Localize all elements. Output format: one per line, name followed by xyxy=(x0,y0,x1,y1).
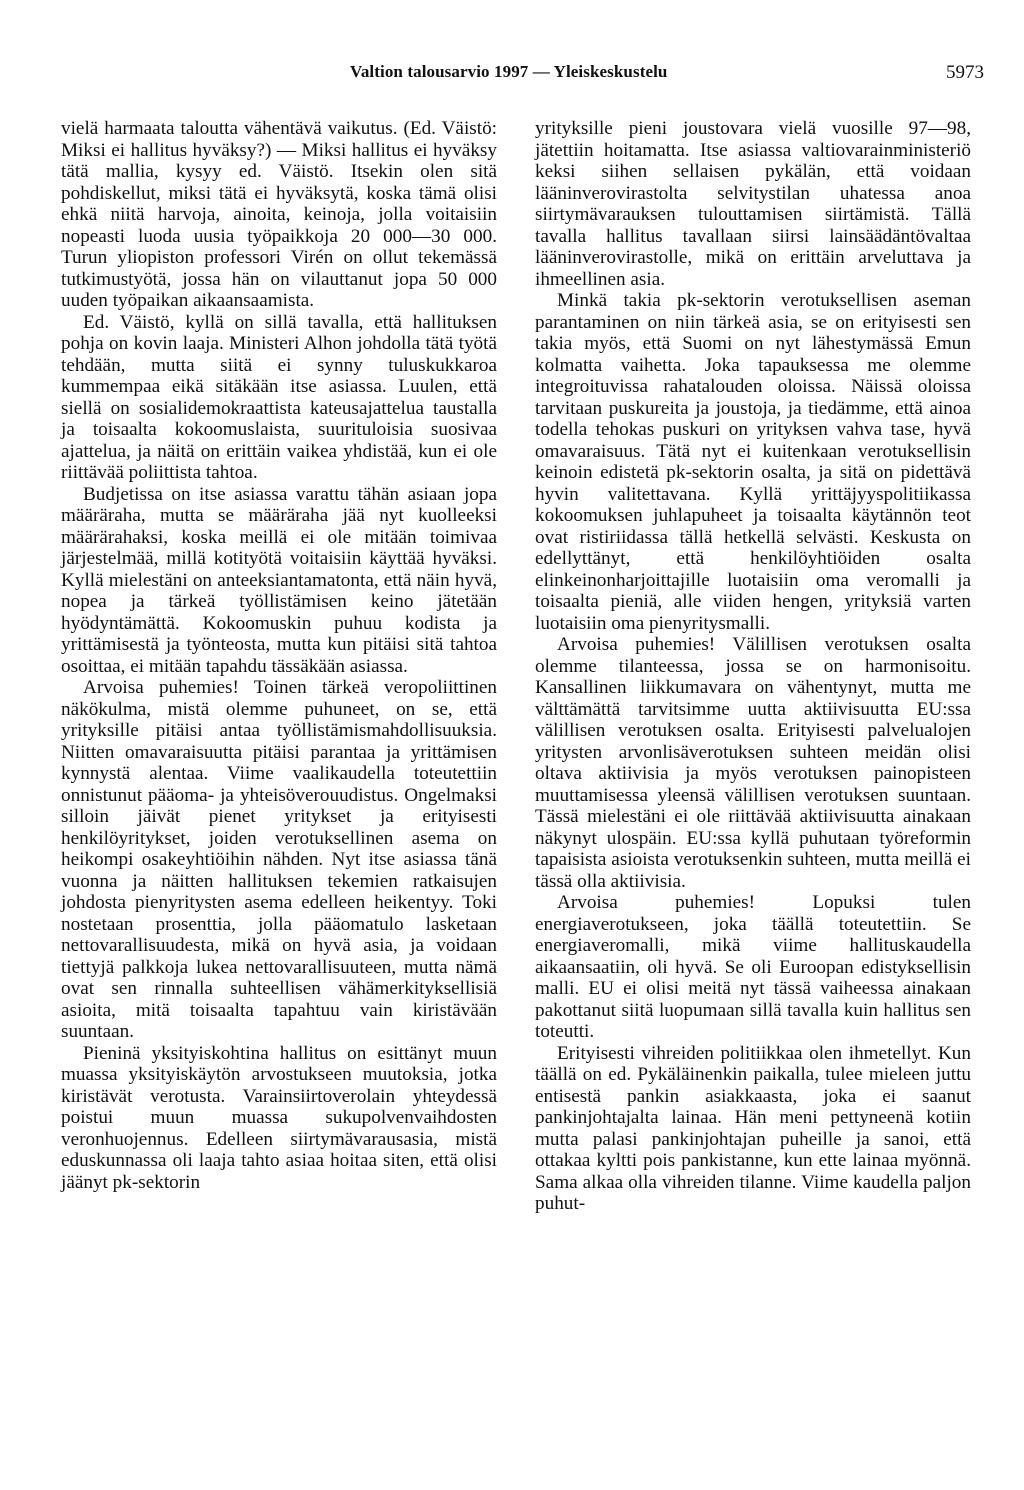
running-title: Valtion talousarvio 1997 — Yleiskeskustelu xyxy=(350,62,668,81)
left-column xyxy=(61,118,497,1193)
paragraph: yrityksille pieni joustovara vielä vuosille 97—98, jätettiin hoitamatta. Itse asiassa valtiovarainministeriö keksi siihen sellaisen pykälän, että voidaan lääninverovirastolta selvitystilan uhatessa anoa siirtymävarauksen tulouttamisen siirtämistä. Tällä tavalla hallitus tavallaan siirsi lainsäädäntövaltaa lääninverovirastolle, mikä on erittäin arveluttava ja ihmeellinen asia. xyxy=(535,118,971,290)
page-header xyxy=(0,62,1024,88)
paragraph: Budjetissa on itse asiassa varattu tähän asiaan jopa määräraha, mutta se määräraha jää nyt kuolleeksi määrärahaksi, koska meillä ei ole mitään toimivaa järjestelmää, millä kotityötä voitaisiin käyttää hyväksi. Kyllä mielestäni on anteeksiantamatonta, että näin hyvä, nopea ja tärkeä työllistämisen keino jätetään hyödyntämättä. Kokoomuskin puhuu kodista ja yrittämisestä ja työnteosta, mutta kun pitäisi sitä tahtoa osoittaa, ei mitään tapahdu tässäkään asiassa. xyxy=(61,483,497,677)
paragraph: Arvoisa puhemies! Lopuksi tulen energiaverotukseen, joka täällä toteutettiin. Se energiaveromalli, mikä viime hallituskaudella aikaansaatiin, oli hyvä. Se oli Euroopan edistyksellisin malli. EU ei olisi meitä nyt tässä vaiheessa ainakaan pakottanut siitä luopumaan sillä tavalla kuin hallitus sen toteutti. xyxy=(535,892,971,1042)
paragraph: Pieninä yksityiskohtina hallitus on esittänyt muun muassa yksityiskäytön arvostukseen muutoksia, jotka kiristävät verotusta. Varainsiirtoverolain yhteydessä poistui muun muassa sukupolvenvaihdosten veronhuojennus. Edelleen siirtymävarausasia, mistä eduskunnassa oli laaja tahto asiaa hoitaa siten, että olisi jäänyt pk-sektorin xyxy=(61,1042,497,1193)
paragraph: Arvoisa puhemies! Toinen tärkeä veropoliittinen näkökulma, mistä olemme puhuneet, on se, että yrityksille pitäisi antaa työllistämismahdollisuuksia. Niitten omavaraisuutta pitäisi parantaa ja yrittämisen kynnystä alentaa. Viime vaalikaudella toteutettiin onnistunut pääoma- ja yhteisöverouudistus. Ongelmaksi silloin jäivät pienet yritykset ja erityisesti henkilöyritykset, joiden verotuksellinen asema on heikompi osakeyhtiöihin nähden. Nyt itse asiassa tänä vuonna ja näitten hallituksen tekemien ratkaisujen johdosta pienyritysten asema edelleen heikentyy. Toki nostetaan prosenttia, jolla pääomatulo lasketaan nettovarallisuudesta, mikä on hyvä asia, ja voidaan tiettyjä palkkoja lukea nettovarallisuuteen, mutta nämä ovat sen rinnalla suhteellisen vähämerkityksellisiä asioita, mitä toisaalta tapahtuu vain kiristävään suuntaan. xyxy=(61,677,497,1042)
right-column xyxy=(535,118,971,1215)
page-number: 5973 xyxy=(946,62,984,83)
paragraph: Arvoisa puhemies! Välillisen verotuksen osalta olemme tilanteessa, jossa se on harmonisoitu. Kansallinen liikkumavara on vähentynyt, mutta me välttämättä tarvitsimme uutta aktiivisuutta EU:ssa välillisen verotuksen osalta. Erityisesti palvelualojen yritysten arvonlisäverotuksen suhteen meidän olisi oltava aktiivisia ja myös verotuksen painopisteen muuttamisessa yleensä välillisen verotuksen suuntaan. Tässä mielestäni ei ole riittävää aktiivisuutta ainakaan näkynyt ulospäin. EU:ssa kyllä puhutaan työreformin tapaisista asioista verotuksenkin suhteen, mutta meillä ei tässä olla aktiivisia. xyxy=(535,634,971,892)
paragraph: vielä harmaata taloutta vähentävä vaikutus. (Ed. Väistö: Miksi ei hallitus hyväksy?) — Miksi hallitus ei hyväksy tätä mallia, kysyy ed. Väistö. Itsekin olen sitä pohdiskellut, miksi tätä ei hyväksytä, koska tämä olisi ehkä niitä harvoja, ainoita, keinoja, jolla voitaisiin nopeasti luoda uusia työpaikkoja 20 000—30 000. Turun yliopiston professori Virén on ollut tekemässä tutkimustyötä, jossa hän on vilauttanut jopa 50 000 uuden työpaikan aikaansaamista. xyxy=(61,118,497,311)
paragraph: Minkä takia pk-sektorin verotuksellisen aseman parantaminen on niin tärkeä asia, se on erityisesti sen takia myös, että Suomi on nyt lähestymässä Emun kolmatta vaihetta. Joka tapauksessa me olemme integroituvissa rahatalouden oloissa. Näissä oloissa tarvitaan puskureita ja joustoja, ja tiedämme, että ainoa todella tehokas puskuri on yrityksen vahva tase, hyvä omavaraisuus. Tätä nyt ei kuitenkaan verotuksellisin keinoin edistetä pk-sektorin osalta, ja sitä on pidettävä hyvin valitettavana. Kyllä yrittäjyyspolitiikassa kokoomuksen juhlapuheet ja toisaalta käytännön teot ovat ristiriidassa tällä hetkellä selvästi. Keskusta on edellyttänyt, että henkilöyhtiöiden osalta elinkeinonharjoittajille luotaisiin oma veromalli ja toisaalta pieniä, alle viiden hengen, yrityksiä varten luotaisiin oma pienyritysmalli. xyxy=(535,290,971,634)
paragraph: Erityisesti vihreiden politiikkaa olen ihmetellyt. Kun täällä on ed. Pykäläinenkin paikalla, tulee mieleen juttu entisestä pankin asiakkaasta, joka ei saanut pankinjohtajalta lainaa. Hän meni pettyneenä kotiin mutta palasi pankinjohtajan puheille ja sanoi, että ottakaa kyltti pois pankistanne, kun ette lainaa myönnä. Sama alkaa olla vihreiden tilanne. Viime kaudella paljon puhut- xyxy=(535,1042,971,1214)
paragraph: Ed. Väistö, kyllä on sillä tavalla, että hallituksen pohja on kovin laaja. Ministeri Alhon johdolla tätä työtä tehdään, mutta siitä ei synny tuluskukkaroa kummempaa eikä sitäkään itse asiassa. Luulen, että siellä on sosialidemokraattista kateusajattelua taustalla ja toisaalta kokoomuslaista, suurituloisia suosivaa ajattelua, ja näitä on erittäin vaikea yhdistää, kun ei ole riittävää poliittista tahtoa. xyxy=(61,311,497,483)
